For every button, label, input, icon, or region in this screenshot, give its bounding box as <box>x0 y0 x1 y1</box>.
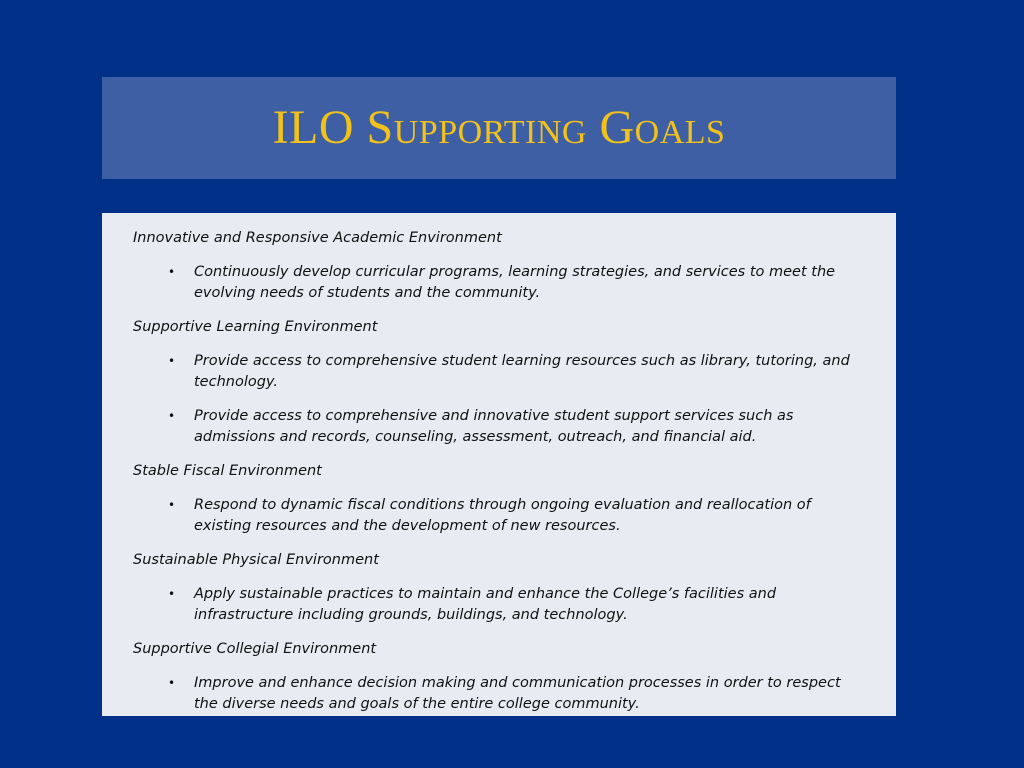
goal-section <box>133 639 866 715</box>
goal-item <box>133 673 866 715</box>
goal-item <box>133 406 866 448</box>
goal-item <box>133 584 866 626</box>
bullet-icon: • <box>168 265 176 279</box>
goal-item <box>133 495 866 537</box>
goal-section <box>133 317 866 448</box>
bullet-icon: • <box>168 587 176 601</box>
goal-text: Apply sustainable practices to maintain and enhance the College’s facilities and infrastructure including grounds, buildings, and technology. <box>194 586 777 623</box>
section-heading: Supportive Learning Environment <box>133 319 378 335</box>
goal-list <box>133 673 866 715</box>
goal-section <box>133 550 866 626</box>
goal-list <box>133 495 866 537</box>
goal-item <box>133 262 866 304</box>
goal-item <box>133 351 866 393</box>
bullet-icon: • <box>168 676 176 690</box>
section-heading: Sustainable Physical Environment <box>133 552 379 568</box>
goal-text: Provide access to comprehensive and innovative student support services such as admissions and records, counseling, assessment, outreach, and financial aid. <box>194 408 794 445</box>
goal-list <box>133 262 866 304</box>
goal-text: Continuously develop curricular programs, learning strategies, and services to meet the evolving needs of students and the community. <box>194 264 836 301</box>
bullet-icon: • <box>168 498 176 512</box>
bullet-icon: • <box>168 409 176 423</box>
goal-list <box>133 584 866 626</box>
slide-title: ILO Supporting Goals <box>272 101 726 154</box>
title-banner <box>102 77 896 179</box>
section-heading: Supportive Collegial Environment <box>133 641 377 657</box>
goal-list <box>133 351 866 448</box>
section-heading: Innovative and Responsive Academic Environment <box>133 230 502 246</box>
goal-text: Improve and enhance decision making and communication processes in order to respect the diverse needs and goals of the entire college community. <box>194 675 841 712</box>
goals-panel <box>102 213 896 716</box>
bullet-icon: • <box>168 354 176 368</box>
goal-section <box>133 461 866 537</box>
goal-section <box>133 228 866 304</box>
goal-text: Provide access to comprehensive student learning resources such as library, tutoring, and technology. <box>194 353 850 390</box>
section-heading: Stable Fiscal Environment <box>133 463 322 479</box>
goal-text: Respond to dynamic fiscal conditions through ongoing evaluation and reallocation of existing resources and the development of new resources. <box>194 497 811 534</box>
